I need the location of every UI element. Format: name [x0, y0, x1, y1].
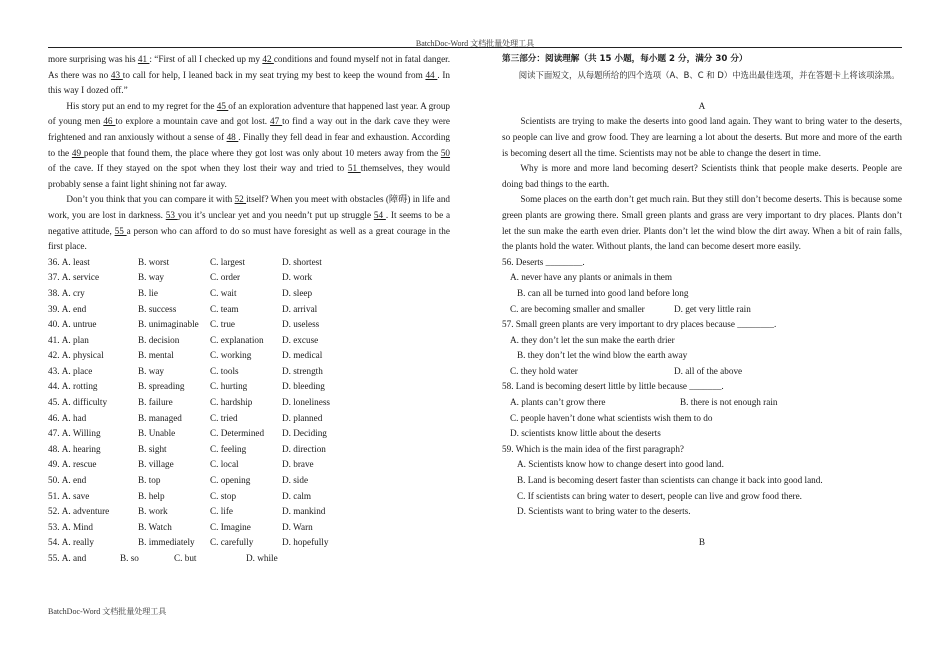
option-row	[48, 333, 450, 349]
option-c: C. opening	[210, 475, 251, 486]
q58-option-b: B. there is not enough rain	[680, 397, 778, 408]
option-b: B. way	[138, 365, 165, 376]
q58-options-ab	[502, 395, 902, 411]
option-a	[48, 473, 138, 489]
option-a	[48, 395, 138, 411]
page-footer: BatchDoc-Word 文档批量处理工具	[48, 607, 167, 616]
q58-option-c: C. people haven’t done what scientists wish them to do	[510, 412, 713, 423]
option-number: 48.	[48, 443, 60, 454]
option-d: D. brave	[282, 459, 314, 470]
passage-label-b: B	[698, 537, 706, 548]
q56-option-d: D. get very little rain	[674, 303, 751, 314]
q56-option-b: B. can all be turned into good land before long	[517, 287, 689, 298]
option-text: A. service	[61, 272, 100, 283]
option-row	[48, 411, 450, 427]
option-text: A. save	[61, 490, 90, 501]
option-c: C. largest	[210, 256, 246, 267]
blank-49: 49	[71, 147, 84, 158]
section-instruction: 阅读下面短文，从每题所给的四个选项（A、B、C 和 D）中选出最佳选项，并在答题卡上将该项涂黑。	[518, 69, 900, 80]
q57-option-b: B. they don’t let the wind blow the earth away	[517, 350, 688, 361]
option-b: B. way	[138, 272, 165, 283]
option-number: 42.	[48, 350, 60, 361]
text: you it’s unclear yet and you needn’t put up struggle	[177, 209, 374, 220]
text: Don’t you think that you can compare it with	[66, 194, 235, 205]
option-c: C. true	[210, 319, 236, 330]
option-a	[48, 520, 138, 536]
option-b: B. immediately	[138, 537, 195, 548]
option-b: B. Watch	[138, 521, 172, 532]
option-number: 44.	[48, 381, 60, 392]
option-row	[48, 535, 450, 551]
page-header: BatchDoc-Word 文档批量处理工具	[415, 39, 535, 48]
blank-44: 44	[425, 69, 438, 80]
left-column	[48, 52, 450, 567]
option-a	[48, 379, 138, 395]
option-a	[48, 442, 138, 458]
options-list	[48, 255, 450, 551]
spacer	[502, 83, 902, 99]
option-text: A. hearing	[61, 443, 101, 454]
passage-paragraph-3	[48, 192, 450, 254]
option-a	[48, 317, 138, 333]
blank-53: 53	[165, 209, 178, 220]
option-b: B. mental	[138, 350, 174, 361]
option-a	[48, 270, 138, 286]
option-number: 45.	[48, 397, 60, 408]
option-row	[48, 348, 450, 364]
reading-paragraph-3: Some places on the earth don’t get much rain. But they still don’t become deserts. This is because some green plants are growing there. Small green plants and grass are very important to dry places. Plants don’t let the sun make the earth even drier. Plants don’t let the wind blow the dirt away. When a bit of rain falls, the plants hold the water. Without plants, the land can become desert more easily.	[502, 194, 902, 252]
option-b: B. unimaginable	[138, 319, 199, 330]
option-number: 52.	[48, 506, 60, 517]
blank-51: 51	[347, 163, 361, 174]
option-a	[48, 286, 138, 302]
option-d: D. direction	[282, 443, 326, 454]
question-56: 56. Deserts ________.	[502, 256, 585, 267]
blank-55: 55	[114, 225, 127, 236]
option-number: 47.	[48, 428, 60, 439]
q56-option-a: A. never have any plants or animals in them	[510, 272, 673, 283]
reading-paragraph-1: Scientists are trying to make the deserts into good land again. They want to bring water to the deserts, so people can live and grow food. They are learning a lot about the deserts. But more and more of the earth is becoming desert all the time. Scientists may not be able to change the desert in time.	[502, 116, 902, 158]
option-b: B. spreading	[138, 381, 185, 392]
question-59: 59. Which is the main idea of the first paragraph?	[502, 443, 684, 454]
option-text: A. plan	[61, 334, 89, 345]
text: to find a way out in the dark cave they were frightened and ran anxiously without a sense of	[48, 116, 451, 142]
option-text: A. least	[61, 256, 90, 267]
option-b: B. failure	[138, 397, 173, 408]
blank-46: 46	[103, 116, 116, 127]
option-d: D. side	[282, 475, 309, 486]
text: a person who can afford to do so must have foresight as well as a great courage in the first place.	[48, 225, 450, 252]
question-57: 57. Small green plants are very important to dry places because ________.	[502, 319, 777, 330]
option-number: 50.	[48, 475, 60, 486]
blank-42: 42	[262, 54, 274, 64]
option-b: B. lie	[138, 287, 158, 298]
text: : “First of all I checked up my	[149, 54, 263, 64]
option-row	[48, 302, 450, 318]
option-d: D. sleep	[282, 287, 313, 298]
q59-option-a: A. Scientists know how to change desert into good land.	[517, 459, 724, 470]
option-text: A. rescue	[61, 459, 97, 470]
option-row	[48, 317, 450, 333]
option-b: B. Unable	[138, 428, 176, 439]
option-a	[48, 457, 138, 473]
option-text: A. really	[61, 537, 94, 548]
text: . It seems to be a negative attitude,	[48, 209, 451, 236]
option-row	[48, 520, 450, 536]
spacer	[502, 520, 902, 536]
text: to call for help, I leaned back in my seat trying my best to keep the wound from	[122, 69, 426, 80]
option-d: D. excuse	[282, 334, 319, 345]
option-b: B. sight	[138, 443, 167, 454]
option-c: C. feeling	[210, 443, 247, 454]
passage-label-a: A	[698, 100, 706, 111]
option-number: 53.	[48, 521, 60, 532]
option-a	[48, 535, 138, 551]
option-text: A. end	[61, 475, 87, 486]
option-c: C. Determined	[210, 428, 265, 439]
option-c: C. tried	[210, 412, 238, 423]
blank-41: 41	[137, 54, 150, 64]
option-number: 43.	[48, 365, 60, 376]
option-c: C. life	[210, 506, 233, 517]
option-row	[48, 379, 450, 395]
option-55-b: B. so	[120, 553, 139, 563]
reading-paragraph-2: Why is more and more land becoming desert? Scientists think that people make deserts. People are doing bad things to the earth.	[502, 163, 902, 189]
option-row	[48, 286, 450, 302]
q59-option-c: C. If scientists can bring water to desert, people can live and grow food there.	[517, 490, 802, 501]
blank-43: 43	[110, 69, 123, 80]
option-b: B. help	[138, 490, 165, 501]
option-a	[48, 504, 138, 520]
option-row	[48, 426, 450, 442]
option-c: C. stop	[210, 490, 237, 501]
blank-54: 54	[373, 209, 386, 220]
option-row	[48, 395, 450, 411]
option-text: A. and	[61, 553, 87, 563]
option-number: 41.	[48, 334, 60, 345]
option-c: C. carefully	[210, 537, 254, 548]
option-c: C. wait	[210, 287, 237, 298]
option-d: D. strength	[282, 365, 323, 376]
option-text: A. difficulty	[61, 397, 108, 408]
option-a	[48, 489, 138, 505]
text: itself? When you meet with obstacles (障碍) in life and work, you are lost in darkness.	[48, 194, 451, 220]
option-text: A. adventure	[61, 506, 110, 517]
option-c: C. explanation	[210, 334, 264, 345]
question-58: 58. Land is becoming desert little by little because _______.	[502, 381, 724, 392]
option-d: D. planned	[282, 412, 323, 423]
option-d: D. arrival	[282, 303, 318, 314]
option-number: 39.	[48, 303, 60, 314]
option-number: 36.	[48, 256, 60, 267]
option-number: 51.	[48, 490, 60, 501]
option-text: A. untrue	[61, 319, 97, 330]
option-c: C. team	[210, 303, 239, 314]
option-b: B. decision	[138, 334, 180, 345]
blank-50: 50	[440, 147, 451, 158]
option-d: D. Warn	[282, 521, 313, 532]
option-a	[48, 364, 138, 380]
option-a	[48, 348, 138, 364]
option-55-d: D. while	[246, 553, 278, 563]
passage-paragraph-2	[48, 99, 450, 193]
option-row	[48, 457, 450, 473]
option-c: C. hardship	[210, 397, 253, 408]
option-c: C. hurting	[210, 381, 248, 392]
option-b: B. work	[138, 506, 168, 517]
passage-paragraph-1	[48, 52, 450, 99]
q59-option-b: B. Land is becoming desert faster than scientists can change it back into good land.	[517, 475, 823, 486]
q59-option-d: D. Scientists want to bring water to the deserts.	[517, 506, 691, 517]
text: people that found them, the place where they got lost was only about 10 meters away from the	[83, 147, 441, 158]
option-text: A. rotting	[61, 381, 98, 392]
option-a	[48, 426, 138, 442]
text: . In this way I dozed off.”	[48, 69, 451, 96]
option-row	[48, 504, 450, 520]
option-d: D. medical	[282, 350, 323, 361]
option-number: 46.	[48, 412, 60, 423]
text: . Finally they fell dead in fear and exhaustion. According to the	[48, 131, 451, 158]
text: of an exploration adventure that happened last year. A group of young men	[48, 100, 451, 127]
blank-47: 47	[270, 116, 283, 127]
option-c: C. local	[210, 459, 239, 470]
option-row	[48, 442, 450, 458]
q56-option-c: C. are becoming smaller and smaller	[510, 303, 645, 314]
q57-option-a: A. they don’t let the sun make the earth drier	[510, 334, 675, 345]
option-c: C. tools	[210, 365, 239, 376]
option-text: A. had	[61, 412, 87, 423]
option-row	[48, 473, 450, 489]
q57-option-d: D. all of the above	[674, 365, 743, 376]
q57-option-c: C. they hold water	[510, 365, 578, 376]
option-text: A. Willing	[61, 428, 101, 439]
option-d: D. useless	[282, 319, 320, 330]
text: of the cave. If they stayed on the spot when they lost their way and tried to	[48, 163, 348, 174]
option-c: C. Imagine	[210, 521, 251, 532]
option-a	[48, 255, 138, 271]
option-d: D. work	[282, 272, 313, 283]
option-text: A. cry	[61, 287, 85, 298]
option-text: A. place	[61, 365, 93, 376]
option-a	[48, 302, 138, 318]
option-number: 40.	[48, 319, 60, 330]
q58-option-a: A. plants can’t grow there	[510, 397, 606, 408]
option-b: B. success	[138, 303, 177, 314]
text: themselves, they would probably sense a faint light shining not far away.	[48, 163, 450, 189]
option-number: 55.	[48, 553, 60, 563]
option-text: A. end	[61, 303, 87, 314]
text: conditions and found myself not in fatal danger. As there was no	[48, 54, 451, 80]
blank-48: 48	[226, 131, 239, 142]
option-number: 37.	[48, 272, 60, 283]
text: His story put an end to my regret for the	[66, 100, 217, 111]
option-d: D. shortest	[282, 256, 322, 267]
q57-options-cd	[502, 364, 902, 380]
option-row	[48, 364, 450, 380]
option-row	[48, 270, 450, 286]
option-text: A. Mind	[61, 521, 93, 532]
option-a	[48, 411, 138, 427]
option-number: 38.	[48, 287, 60, 298]
option-55-c: C. but	[174, 553, 197, 563]
option-d: D. Deciding	[282, 428, 327, 439]
option-d: D. mankind	[282, 506, 326, 517]
text: more surprising was his	[48, 54, 138, 64]
option-row-55	[48, 551, 450, 567]
option-d: D. calm	[282, 490, 312, 501]
option-a	[48, 333, 138, 349]
option-c: C. order	[210, 272, 241, 283]
text: to explore a mountain cave and got lost.	[115, 116, 271, 127]
header-rule	[48, 47, 902, 48]
option-55-a	[48, 551, 120, 567]
option-b: B. worst	[138, 256, 170, 267]
section-title: 第三部分：阅读理解（共 15 小题，每小题 2 分，满分 30 分）	[502, 54, 748, 64]
blank-45: 45	[216, 100, 229, 111]
right-column	[502, 52, 902, 551]
option-d: D. hopefully	[282, 537, 329, 548]
option-row	[48, 255, 450, 271]
option-number: 54.	[48, 537, 60, 548]
q58-option-d: D. scientists know little about the deserts	[510, 428, 661, 439]
q56-options-cd	[502, 302, 902, 318]
option-text: A. physical	[61, 350, 104, 361]
option-number: 49.	[48, 459, 60, 470]
blank-52: 52	[234, 194, 247, 205]
option-c: C. working	[210, 350, 252, 361]
option-b: B. managed	[138, 412, 182, 423]
option-d: D. bleeding	[282, 381, 325, 392]
option-d: D. loneliness	[282, 397, 330, 408]
option-row	[48, 489, 450, 505]
option-b: B. village	[138, 459, 174, 470]
option-b: B. top	[138, 475, 161, 486]
